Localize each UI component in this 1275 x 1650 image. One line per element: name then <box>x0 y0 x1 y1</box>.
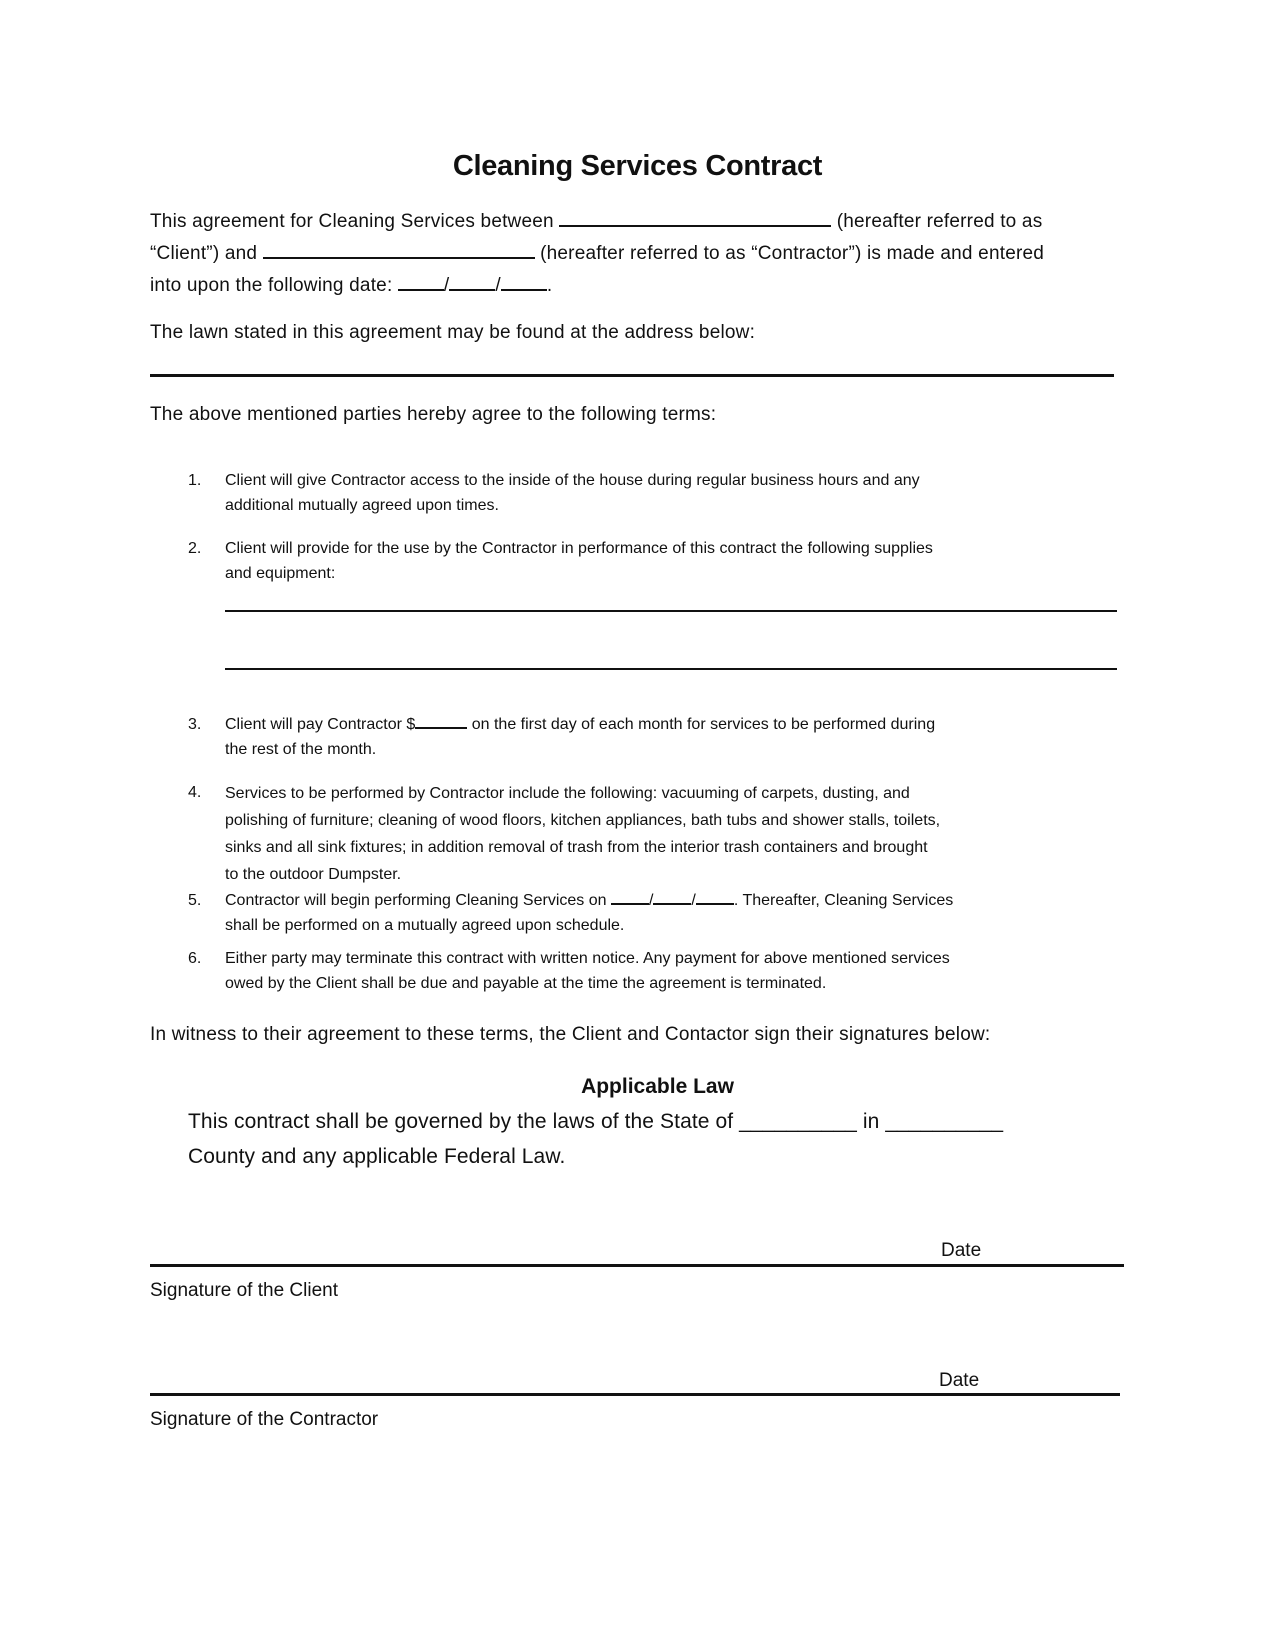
intro-line-3 <box>150 271 552 297</box>
term-text: Client will provide for the use by the Contractor in performance of this contract the following supplies <box>225 540 933 557</box>
term-text: Client will give Contractor access to the inside of the house during regular business hours and any <box>225 472 920 489</box>
term-number: 3. <box>188 716 202 733</box>
contractor-date-field[interactable] <box>982 1375 1120 1393</box>
term-text: polishing of furniture; cleaning of wood floors, kitchen appliances, bath tubs and shower stalls, toilets, <box>225 812 941 829</box>
contractor-date-label: Date <box>939 1370 980 1391</box>
term-text: . Thereafter, Cleaning Services <box>733 892 954 909</box>
date-separator: / <box>648 892 654 909</box>
intro-text: into upon the following date: <box>150 275 398 296</box>
agreement-date-day-field[interactable] <box>449 271 495 291</box>
applicable-law-line-1 <box>188 1110 1003 1134</box>
term-text: additional mutually agreed upon times. <box>225 497 499 514</box>
intro-line-2 <box>150 239 1044 265</box>
date-separator: / <box>443 275 450 296</box>
term-number: 6. <box>188 950 202 967</box>
client-name-field[interactable] <box>559 207 831 227</box>
term-text: sinks and all sink fixtures; in addition removal of trash from the interior trash containers and brought <box>225 839 928 856</box>
intro-text: This agreement for Cleaning Services between <box>150 211 560 232</box>
supplies-field-2[interactable] <box>225 668 1117 670</box>
term-text: on the first day of each month for services to be performed during <box>467 716 936 733</box>
document-title: Cleaning Services Contract <box>452 150 823 182</box>
client-signature-field[interactable] <box>150 1264 1124 1267</box>
intro-text: . <box>546 275 553 296</box>
start-date-year-field[interactable] <box>696 888 734 905</box>
term-text: Client will pay Contractor $ <box>225 716 416 733</box>
term-number: 5. <box>188 892 202 909</box>
law-text: in <box>856 1110 886 1133</box>
term-number: 1. <box>188 472 202 489</box>
intro-text: (hereafter referred to as “Contractor”) is made and entered <box>534 243 1045 264</box>
address-prompt: The lawn stated in this agreement may be found at the address below: <box>150 322 756 343</box>
client-date-label: Date <box>941 1240 982 1261</box>
contractor-signature-label: Signature of the Contractor <box>150 1409 379 1430</box>
contractor-signature-field[interactable] <box>150 1393 1120 1396</box>
term-text: Contractor will begin performing Cleaning Services on <box>225 892 611 909</box>
term-text: Either party may terminate this contract with written notice. Any payment for above mentioned services <box>225 950 950 967</box>
payment-amount-field[interactable] <box>415 712 467 729</box>
intro-line-1 <box>150 207 1042 233</box>
term-text: to the outdoor Dumpster. <box>225 866 402 883</box>
contractor-name-field[interactable] <box>263 239 535 259</box>
term-text: the rest of the month. <box>225 741 377 758</box>
intro-text: “Client”) and <box>150 243 263 264</box>
state-field[interactable]: __________ <box>739 1110 857 1133</box>
supplies-field-1[interactable] <box>225 610 1117 612</box>
start-date-month-field[interactable] <box>611 888 649 905</box>
term-text: and equipment: <box>225 565 336 582</box>
term-text: shall be performed on a mutually agreed upon schedule. <box>225 917 625 934</box>
address-field[interactable] <box>150 374 1114 377</box>
start-date-day-field[interactable] <box>653 888 691 905</box>
applicable-law-line-2: County and any applicable Federal Law. <box>188 1145 566 1168</box>
term-text: Services to be performed by Contractor include the following: vacuuming of carpets, dusting, and <box>225 785 910 802</box>
agreement-date-month-field[interactable] <box>398 271 444 291</box>
intro-text: (hereafter referred to as <box>831 211 1043 232</box>
terms-intro: The above mentioned parties hereby agree to the following terms: <box>150 404 717 425</box>
client-signature-label: Signature of the Client <box>150 1280 339 1301</box>
agreement-date-year-field[interactable] <box>501 271 547 291</box>
witness-statement: In witness to their agreement to these terms, the Client and Contactor sign their signatures below: <box>150 1024 991 1045</box>
term-number: 2. <box>188 540 202 557</box>
term-number: 4. <box>188 784 202 801</box>
term-text: owed by the Client shall be due and payable at the time the agreement is terminated. <box>225 975 827 992</box>
date-separator: / <box>691 892 696 909</box>
law-text: This contract shall be governed by the laws of the State of <box>188 1110 740 1133</box>
client-date-field[interactable] <box>984 1246 1124 1264</box>
applicable-law-heading: Applicable Law <box>581 1075 734 1098</box>
date-separator: / <box>495 275 501 296</box>
county-field[interactable]: __________ <box>885 1110 1004 1133</box>
